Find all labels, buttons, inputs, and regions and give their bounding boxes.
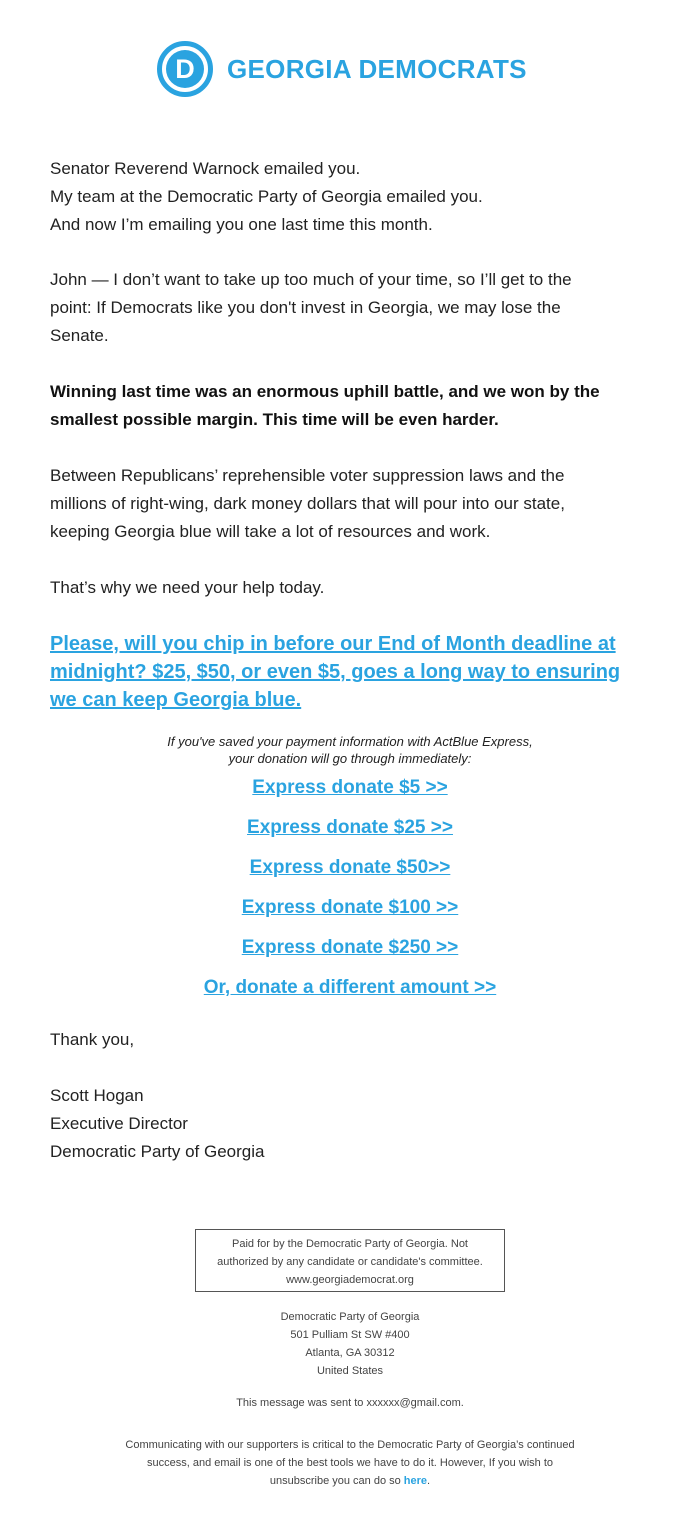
- help-paragraph: [50, 574, 650, 602]
- express-donate-25-link[interactable]: Express donate $25 >>: [247, 817, 453, 838]
- bold-paragraph: [50, 378, 650, 434]
- express-note: [50, 733, 650, 767]
- unsubscribe-link[interactable]: here: [403, 1475, 428, 1487]
- disclaimer-line: authorized by any candidate or candidate's committee.: [217, 1256, 483, 1268]
- mailing-address: [50, 1308, 650, 1380]
- cta-line[interactable]: midnight? $25, $50, or even $5, goes a long way to ensuring: [50, 661, 621, 683]
- sent-to-notice: [50, 1394, 650, 1412]
- donate-other-amount-link[interactable]: Or, donate a different amount >>: [203, 977, 497, 998]
- intro-line: Senator Reverend Warnock emailed you.: [50, 159, 361, 178]
- express-donate-100-link[interactable]: Express donate $100 >>: [241, 897, 459, 918]
- intro-line: My team at the Democratic Party of Georgia emailed you.: [50, 187, 483, 206]
- unsubscribe-line-last: [50, 1472, 650, 1490]
- help-line: That’s why we need your help today.: [50, 578, 325, 597]
- intro-paragraph: [50, 155, 650, 239]
- disclaimer-website[interactable]: www.georgiademocrat.org: [286, 1274, 414, 1286]
- bold-line: Winning last time was an enormous uphill battle, and we won by the: [50, 382, 600, 401]
- address-line: 501 Pulliam St SW #400: [290, 1329, 410, 1341]
- resources-line: millions of right-wing, dark money dollars that will pour into our state,: [50, 494, 565, 513]
- express-donate-5-link[interactable]: Express donate $5 >>: [252, 777, 448, 798]
- intro-line: And now I’m emailing you one last time this month.: [50, 215, 433, 234]
- logo-letter: D: [166, 50, 204, 88]
- cta-link[interactable]: [50, 630, 650, 714]
- address-line: United States: [316, 1365, 384, 1377]
- thanks-text: Thank you,: [50, 1030, 135, 1049]
- thanks: [50, 1026, 650, 1054]
- cta-line[interactable]: we can keep Georgia blue.: [50, 689, 302, 711]
- unsubscribe-line: Communicating with our supporters is critical to the Democratic Party of Georgia’s continued: [125, 1439, 575, 1451]
- disclaimer-line: Paid for by the Democratic Party of Georgia. Not: [232, 1238, 468, 1250]
- point-line: John — I don’t want to take up too much of your time, so I’ll get to the: [50, 270, 572, 289]
- express-donate-50-link[interactable]: Express donate $50>>: [249, 857, 451, 878]
- unsubscribe-end: .: [427, 1475, 431, 1487]
- sent-prefix: This message was sent to: [236, 1397, 367, 1409]
- express-donate-250-link[interactable]: Express donate $250 >>: [241, 937, 459, 958]
- sent-suffix: .: [460, 1397, 464, 1409]
- signature-title: Executive Director: [50, 1114, 188, 1133]
- logo[interactable]: [157, 36, 527, 102]
- unsubscribe-notice: [50, 1436, 650, 1490]
- address-line: Democratic Party of Georgia: [280, 1311, 420, 1323]
- point-line: point: If Democrats like you don't invest in Georgia, we may lose the: [50, 298, 561, 317]
- paid-for-disclaimer: [195, 1229, 505, 1292]
- signature-org: Democratic Party of Georgia: [50, 1142, 265, 1161]
- recipient-email: xxxxxx@gmail.com: [366, 1397, 461, 1409]
- resources-line: keeping Georgia blue will take a lot of resources and work.: [50, 522, 491, 541]
- signature: [50, 1082, 650, 1166]
- point-paragraph: [50, 266, 650, 350]
- express-note-line: your donation will go through immediately:: [228, 751, 472, 766]
- express-note-line: If you've saved your payment information with ActBlue Express,: [167, 734, 533, 749]
- unsubscribe-text: unsubscribe you can do so: [269, 1475, 404, 1487]
- unsubscribe-line: success, and email is one of the best tools we have to do it. However, If you wish to: [147, 1457, 553, 1469]
- point-line: Senate.: [50, 326, 109, 345]
- cta-line[interactable]: Please, will you chip in before our End of Month deadline at: [50, 633, 616, 655]
- resources-line: Between Republicans’ reprehensible voter suppression laws and the: [50, 466, 565, 485]
- address-line: Atlanta, GA 30312: [305, 1347, 395, 1359]
- signature-name: Scott Hogan: [50, 1086, 144, 1105]
- logo-text: GEORGIA DEMOCRATS: [227, 53, 527, 84]
- resources-paragraph: [50, 462, 650, 546]
- bold-line: smallest possible margin. This time will be even harder.: [50, 410, 499, 429]
- logo-mark: [157, 41, 213, 97]
